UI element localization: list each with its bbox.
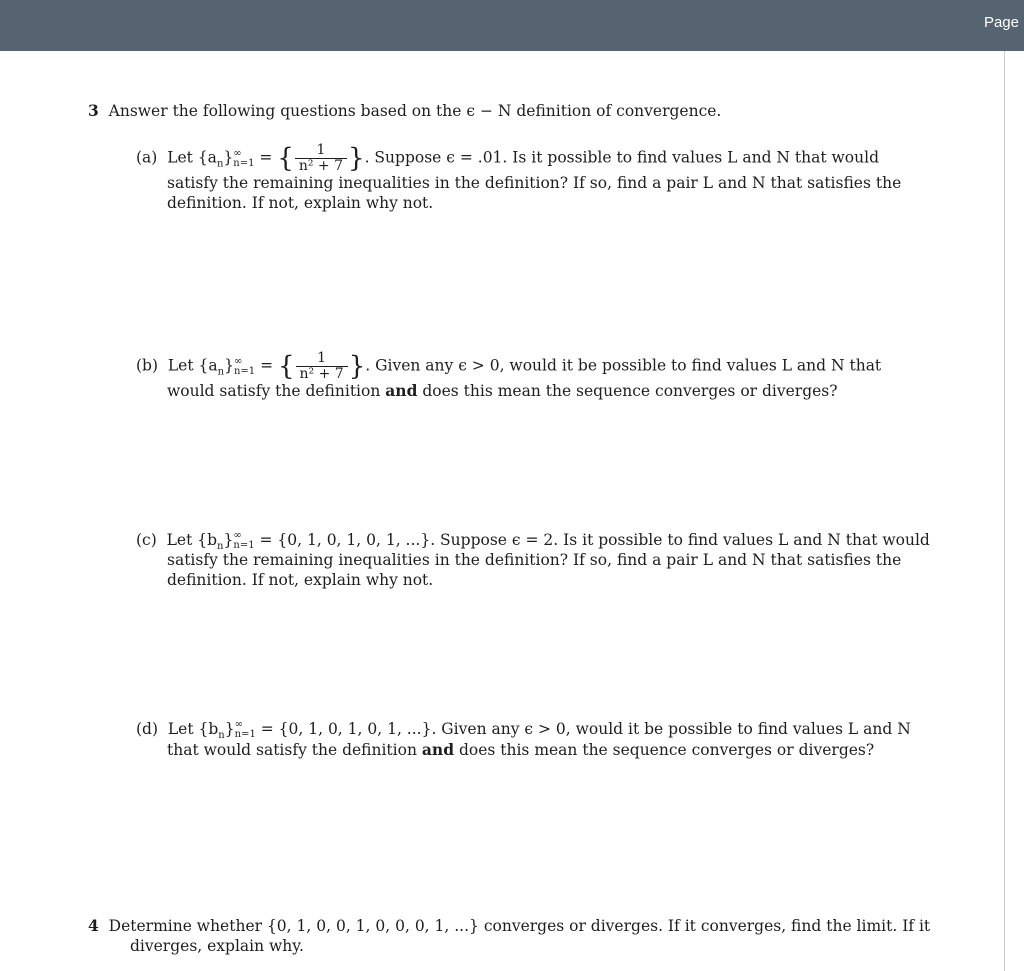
- vertical-scrollbar[interactable]: [1004, 51, 1024, 971]
- equals-sign: =: [254, 148, 278, 167]
- part-d-text-1: = {0, 1, 0, 1, 0, 1, ...}. Given any ϵ > 0, would it be possible to find values L and N: [255, 720, 911, 738]
- part-b-text-2a: would satisfy the definition: [167, 382, 386, 400]
- equals-sign: =: [255, 356, 278, 375]
- set-indices: ∞ n=1: [233, 147, 255, 169]
- set-indices: ∞ n=1: [233, 355, 256, 377]
- part-b-line-2: [167, 381, 838, 401]
- left-brace: {: [277, 143, 294, 174]
- right-brace: }: [348, 143, 365, 174]
- fraction-numerator: 1: [296, 351, 348, 367]
- part-c-line-2: satisfy the remaining inequalities in the definition? If so, find a pair L and N that satisfies the: [167, 551, 902, 569]
- part-d-text-2a: that would satisfy the definition: [167, 741, 422, 759]
- question-3-intro: Answer the following questions based on the ϵ − N definition of convergence.: [108, 102, 722, 120]
- set-open: Let {a: [167, 356, 218, 375]
- question-4-text-1: Determine whether {0, 1, 0, 0, 1, 0, 0, 0, 1, ...} converges or diverges. If it converges, find the limit. If it: [108, 917, 931, 935]
- part-c-text-1: = {0, 1, 0, 1, 0, 1, ...}. Suppose ϵ = 2. Is it possible to find values L and N that would: [254, 531, 930, 549]
- part-label: (d): [136, 720, 159, 738]
- left-brace: {: [277, 351, 295, 382]
- fraction-denominator: n² + 7: [298, 158, 344, 174]
- subscript-n: n: [217, 541, 224, 553]
- part-d-text-2b: does this mean the sequence converges or diverges?: [454, 741, 875, 759]
- subscript-n: n: [217, 366, 225, 378]
- set-open: Let {b: [167, 720, 219, 738]
- part-b-text-1: . Given any ϵ > 0, would it be possible to find values L and N that: [365, 356, 882, 375]
- part-label: (c): [136, 531, 157, 549]
- question-3-heading: [88, 101, 721, 121]
- page-label: Page: [983, 14, 1019, 31]
- part-a-line-2: satisfy the remaining inequalities in the definition? If so, find a pair L and N that satisfies the: [167, 174, 902, 192]
- question-number: 4: [88, 916, 99, 935]
- fraction: [296, 351, 348, 382]
- question-number: 3: [88, 101, 99, 120]
- part-c-line-3: definition. If not, explain why not.: [167, 571, 434, 589]
- subscript-n: n: [216, 158, 224, 170]
- part-d-bold-and: and: [421, 740, 455, 759]
- part-a-line-1: [136, 143, 879, 175]
- part-label: (b): [136, 356, 159, 375]
- fraction-denominator: n² + 7: [299, 366, 344, 382]
- part-label: (a): [136, 148, 158, 167]
- set-close: }: [224, 356, 234, 375]
- fraction: [295, 143, 347, 174]
- subscript-n: n: [218, 730, 225, 742]
- question-4-line-1: [88, 916, 930, 936]
- part-a-line-3: definition. If not, explain why not.: [167, 194, 434, 212]
- set-close: }: [223, 148, 234, 167]
- set-open: Let {b: [166, 531, 218, 549]
- part-a-text-1: . Suppose ϵ = .01. Is it possible to find values L and N that would: [364, 148, 879, 167]
- part-b-text-2b: does this mean the sequence converges or diverges?: [417, 382, 838, 400]
- document-page: [0, 51, 1004, 971]
- set-indices: ∞ n=1: [233, 530, 255, 551]
- set-open: Let {a: [167, 148, 217, 167]
- part-b-line-1: [136, 351, 881, 383]
- fraction-numerator: 1: [295, 143, 347, 159]
- set-indices: ∞ n=1: [234, 719, 256, 740]
- viewer-toolbar: [0, 0, 1024, 51]
- part-d-line-2: [167, 740, 874, 760]
- right-brace: }: [348, 351, 366, 382]
- question-4-line-2: diverges, explain why.: [130, 937, 304, 955]
- set-close: }: [223, 531, 234, 549]
- set-close: }: [224, 720, 235, 738]
- part-b-bold-and: and: [385, 381, 418, 400]
